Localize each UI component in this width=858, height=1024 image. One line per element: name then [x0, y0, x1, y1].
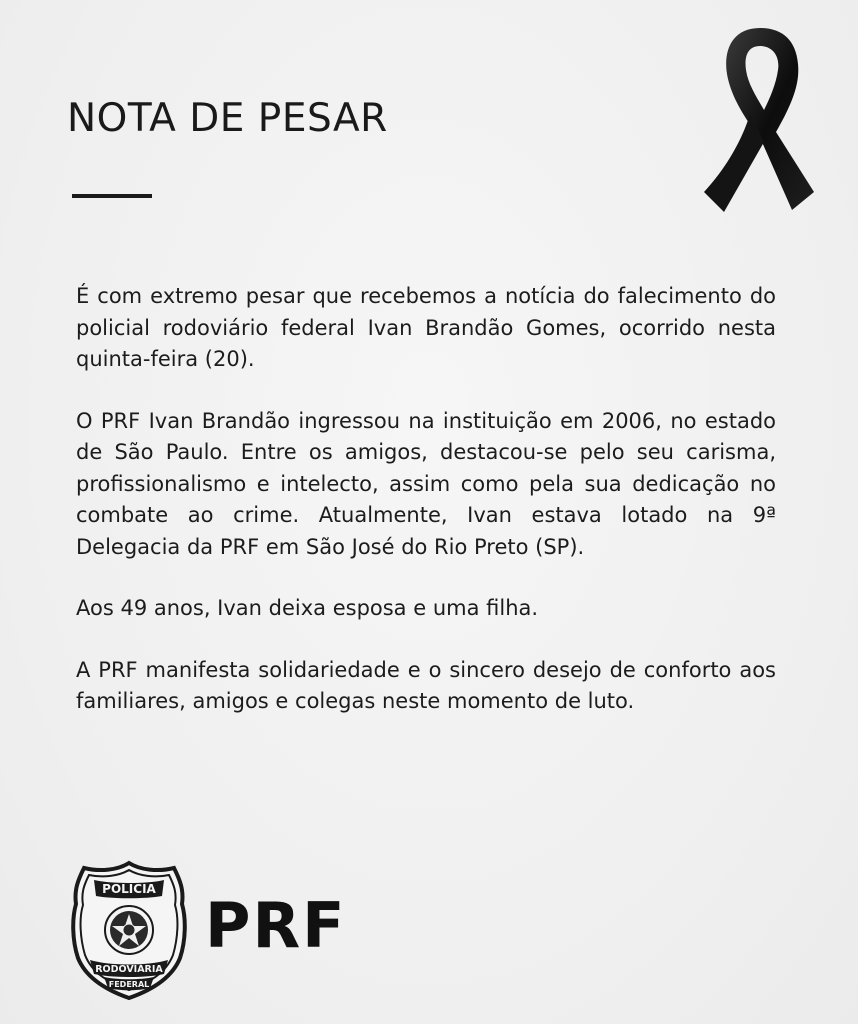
title-underline	[72, 194, 152, 198]
paragraph: É com extremo pesar que recebemos a notícia do falecimento do policial rodoviário federal Ivan Brandão Gomes, ocorrido nesta quinta-feira (20).	[76, 284, 776, 371]
badge-bottom-text-2: FEDERAL	[108, 980, 150, 989]
paragraph: A PRF manifesta solidariedade e o sincero desejo de conforto aos familiares, amigos e colegas neste momento de luto.	[76, 657, 776, 713]
badge-top-text: POLÍCIA	[102, 882, 156, 896]
page-title: NOTA DE PESAR	[67, 96, 388, 141]
badge-bottom-text: RODOVIÁRIA	[95, 964, 163, 975]
paragraph: O PRF Ivan Brandão ingressou na instituição em 2006, no estado de São Paulo. Entre os amigos, destacou-se pelo seu carisma, profissionalismo e intelecto, assim como pela sua dedicação no combate ao crime. Atualmente, Ivan estava lotado na 9ª Delegacia da PRF em São José do Rio Preto (SP).	[76, 408, 776, 559]
paragraph: Aos 49 anos, Ivan deixa esposa e uma filha.	[76, 596, 539, 620]
prf-logo-text: PRF	[205, 889, 347, 962]
message-body	[76, 281, 776, 748]
mourning-ribbon-icon	[700, 24, 818, 216]
prf-badge-icon	[70, 860, 188, 1000]
